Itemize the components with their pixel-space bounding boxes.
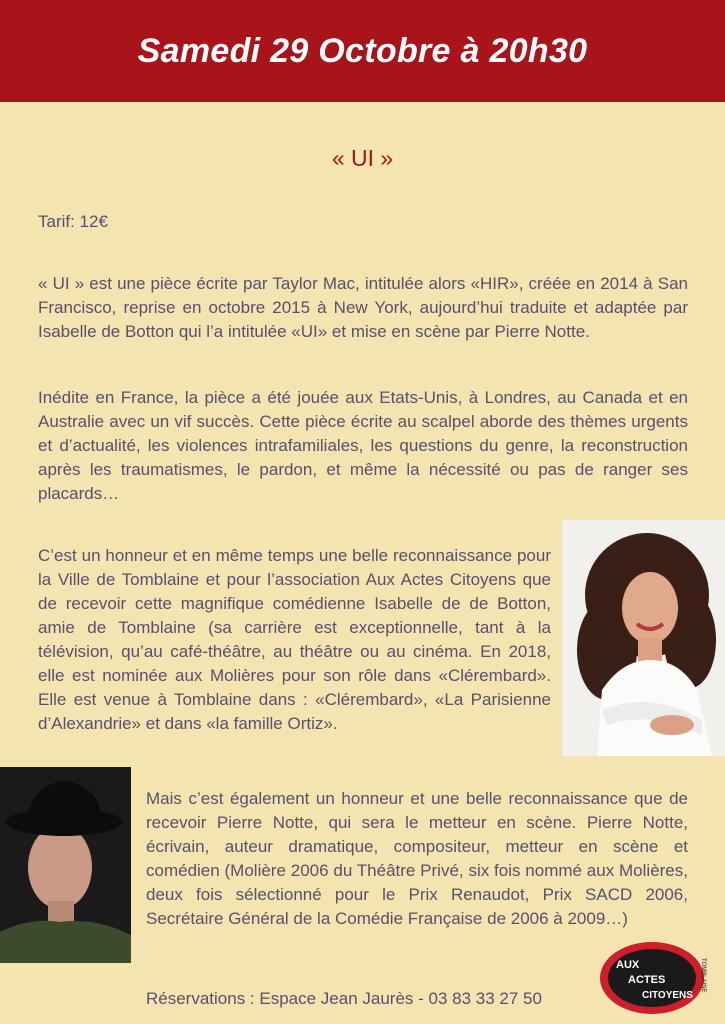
paragraph-isabelle: C’est un honneur et en même temps une belle reconnaissance pour la Ville de Tomblaine et pour l’association Aux Actes Citoyens que de recevoir cette magnifique comédienne Isabelle de de Botton, amie de Tomblaine (sa carrière est exceptionnelle, tant à la télévision, qu’au café-théâtre, au théâtre ou au cinéma. En 2018, elle est nominée aux Molières pour son rôle dans «Clérembard». Elle est venue à Tomblaine dans : «Clérembard», «La Parisienne d’Alexandrie» et dans «la famille Ortiz». [38,546,551,733]
paragraph-intro: « UI » est une pièce écrite par Taylor Mac, intitulée alors «HIR», créée en 2014 à San Francisco, reprise en octobre 2015 à New York, aujourd’hui traduite et adaptée par Isabelle de Botton qui l’a intitulée «UI» et mise en scène par Pierre Notte. [38,274,688,341]
paragraph-themes: Inédite en France, la pièce a été jouée aux Etats-Unis, à Londres, au Canada et en Australie avec un vif succès. Cette pièce écrite au scalpel aborde des thèmes urgents et d’actualité, les violences intrafamiliales, les questions du genre, la reconstruction après les traumatismes, le pardon, et même la nécessité ou pas de ranger ses placards… [38,388,688,503]
reservations-info: Réservations : Espace Jean Jaurès - 03 83 33 27 50 [146,989,542,1008]
logo-line-3: CITOYENS [642,990,693,1001]
logo-line-2: ACTES [628,974,666,986]
aux-actes-citoyens-logo [598,938,710,1016]
logo-line-1: AUX [616,959,640,971]
header-banner [0,0,725,102]
event-date-title: Samedi 29 Octobre à 20h30 [137,31,588,70]
paragraph-pierre-notte: Mais c’est également un honneur et une belle reconnaissance que de recevoir Pierre Notte, qui sera le metteur en scène. Pierre Notte, écrivain, auteur dramatique, compositeur, metteur en scène et comédien (Molière 2006 du Théâtre Privé, six fois nommé aux Molières, deux fois sélectionné pour le Prix Renaudot, Prix SACD 2006, Secrétaire Général de la Comédie Française de 2006 à 2009…) [146,789,688,928]
isabelle-de-botton-photo [562,520,725,756]
tarif-text: Tarif: 12€ [38,212,108,231]
play-title: « UI » [331,145,394,171]
logo-side-text: TOMBLAINE [700,958,706,993]
pierre-notte-photo [0,767,131,963]
